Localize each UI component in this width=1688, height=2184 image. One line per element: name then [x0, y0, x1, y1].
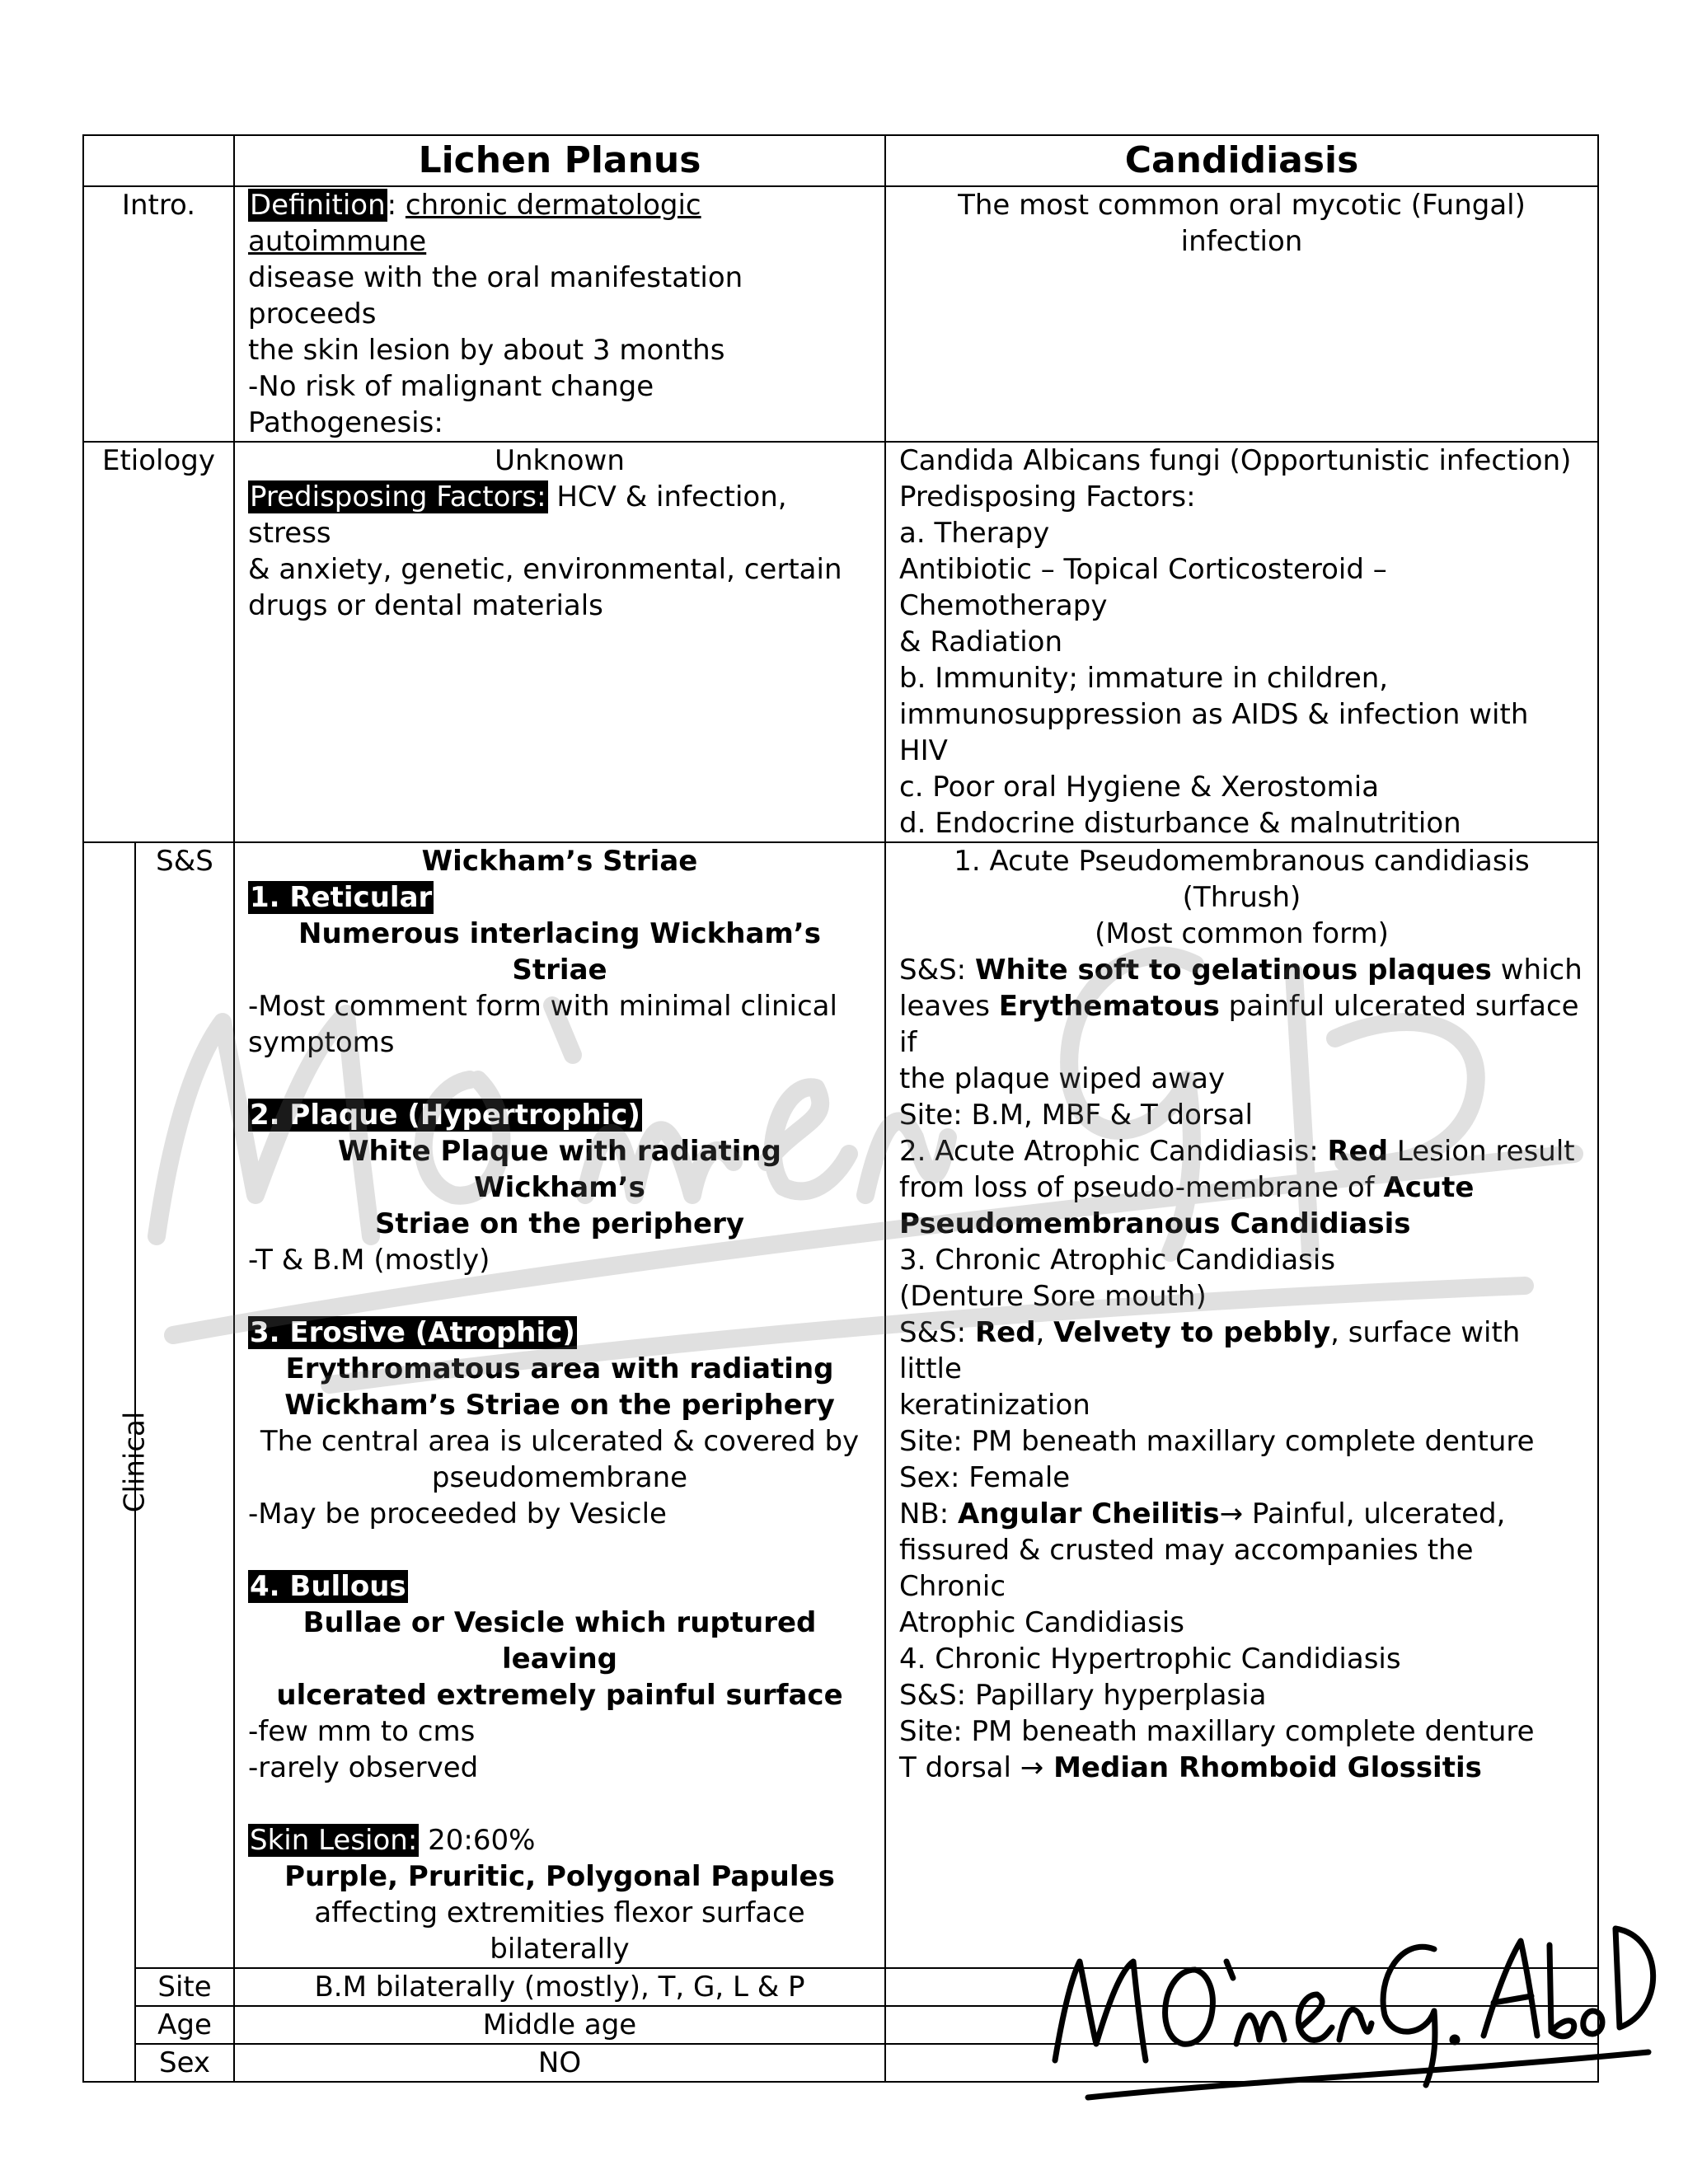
predisposing-text: HCV & infection, stress: [248, 480, 787, 550]
bullous-line: -few mm to cms: [248, 1715, 476, 1748]
clinical-ss-row: [83, 842, 1598, 1968]
bullous-line: -rarely observed: [248, 1751, 479, 1784]
text-span: Lesion result: [1388, 1135, 1575, 1168]
etiology-line: Candida Albicans fungi (Opportunistic infection): [899, 444, 1572, 477]
skin-lesion-bold: Purple, Pruritic, Polygonal Papules: [284, 1860, 835, 1893]
erosive-line: -May be proceeded by Vesicle: [248, 1497, 667, 1530]
text-span: Painful, ulcerated,: [1243, 1497, 1506, 1530]
etiology-unknown: Unknown: [495, 444, 625, 477]
text-span: NB:: [899, 1497, 959, 1530]
bullous-bold: Bullae or Vesicle which ruptured leaving: [302, 1606, 817, 1675]
etiology-line: immunosuppression as AIDS & infection with HIV: [899, 698, 1529, 767]
definition-line: the skin lesion by about 3 months: [248, 334, 725, 367]
text-span: from loss of pseudo-membrane of: [899, 1171, 1384, 1204]
erosive-bold: Erythromatous area with radiating: [285, 1352, 834, 1385]
cand-line: (Denture Sore mouth): [899, 1280, 1207, 1313]
definition-line: disease with the oral manifestation proceeds: [248, 261, 743, 330]
text-span: S&S:: [899, 954, 975, 987]
bold-span: Acute: [1383, 1171, 1475, 1204]
row-label-age: Age: [135, 2006, 234, 2044]
header-candidiasis: Candidiasis: [885, 135, 1598, 186]
erosive-center-line: pseudomembrane: [431, 1461, 688, 1494]
clinical-vertical-label: Clinical: [118, 1411, 152, 1513]
header-row: [83, 135, 1598, 186]
etiology-line: Antibiotic – Topical Corticosteroid – Chemotherapy: [899, 553, 1387, 622]
text-span: which: [1491, 954, 1582, 987]
bold-span: White soft to gelatinous plaques: [974, 954, 1492, 987]
text-span: T dorsal: [899, 1751, 1020, 1784]
bold-span: Median Rhomboid Glossitis: [1043, 1751, 1482, 1784]
etiology-row: [83, 442, 1598, 842]
row-label-clinical: [83, 842, 152, 2082]
arrow-icon: →: [1219, 1497, 1244, 1530]
etiology-line: a. Therapy: [899, 517, 1050, 550]
bold-span: Velvety to pebbly: [1053, 1316, 1331, 1349]
cand-line: keratinization: [899, 1389, 1090, 1422]
cand-line: Site: PM beneath maxillary complete denture: [899, 1715, 1535, 1748]
etiology-line: Predisposing Factors:: [899, 480, 1196, 513]
row-label-site: Site: [135, 1968, 234, 2006]
row-label-sex: Sex: [135, 2044, 234, 2082]
header-lichen-planus: Lichen Planus: [234, 135, 885, 186]
text-span: S&S:: [899, 1316, 975, 1349]
pathogenesis-label: Pathogenesis:: [248, 406, 443, 439]
skin-lesion-line: affecting extremities flexor surface bilaterally: [314, 1896, 805, 1966]
definition-underlined: chronic dermatologic autoimmune: [248, 189, 701, 258]
row-label-ss: S&S: [135, 842, 234, 1968]
intro-candidiasis-cell: The most common oral mycotic (Fungal) infection: [885, 186, 1598, 442]
site-lichen-cell: B.M bilaterally (mostly), T, G, L & P: [234, 1968, 885, 2006]
cand-line: S&S: Papillary hyperplasia: [899, 1679, 1267, 1712]
bullous-bold: ulcerated extremely painful surface: [276, 1679, 843, 1712]
type-erosive-tag: 3. Erosive (Atrophic): [250, 1316, 575, 1349]
type-bullous-tag: 4. Bullous: [250, 1570, 406, 1603]
text-span: leaves: [899, 990, 999, 1023]
cand-bold-line: Pseudomembranous Candidiasis: [899, 1207, 1411, 1240]
plaque-bold: Striae on the periphery: [374, 1207, 745, 1240]
cand-line: Atrophic Candidiasis: [899, 1606, 1184, 1639]
skin-lesion-tag: Skin Lesion:: [250, 1824, 418, 1857]
plaque-line: -T & B.M (mostly): [248, 1244, 490, 1277]
sex-lichen-cell: NO: [234, 2044, 885, 2082]
row-label-intro: Intro.: [83, 186, 234, 442]
etiology-line: d. Endocrine disturbance & malnutrition: [899, 807, 1461, 840]
definition-tag: Definition: [250, 189, 386, 222]
etiology-candidiasis-cell: [885, 442, 1598, 842]
cand-line: Site: PM beneath maxillary complete denture: [899, 1425, 1535, 1458]
reticular-line: symptoms: [248, 1026, 395, 1059]
malignant-note: -No risk of malignant change: [248, 370, 654, 403]
predisposing-line: & anxiety, genetic, environmental, certain: [248, 553, 842, 586]
etiology-line: & Radiation: [899, 626, 1063, 658]
reticular-bold: Numerous interlacing Wickham’s Striae: [298, 917, 821, 987]
wickham-heading: Wickham’s Striae: [421, 845, 698, 878]
author-signature: [1039, 1871, 1665, 2118]
ss-lichen-cell: [234, 842, 885, 1968]
erosive-bold: Wickham’s Striae on the periphery: [284, 1389, 835, 1422]
bold-span: Erythematous: [998, 990, 1220, 1023]
etiology-line: b. Immunity; immature in children,: [899, 662, 1389, 695]
etiology-line: c. Poor oral Hygiene & Xerostomia: [899, 771, 1380, 804]
cand-line: fissured & crusted may accompanies the Chronic: [899, 1534, 1474, 1603]
definition-colon: :: [387, 189, 406, 222]
cand-line: Sex: Female: [899, 1461, 1071, 1494]
cand-type-4: 4. Chronic Hypertrophic Candidiasis: [899, 1643, 1401, 1675]
plaque-bold: White Plaque with radiating Wickham’s: [338, 1135, 781, 1204]
cand-line: the plaque wiped away: [899, 1062, 1226, 1095]
cand-type-1: 1. Acute Pseudomembranous candidiasis (Thrush): [954, 845, 1530, 914]
age-lichen-cell: Middle age: [234, 2006, 885, 2044]
type-reticular-tag: 1. Reticular: [250, 881, 433, 914]
type-plaque-tag: 2. Plaque (Hypertrophic): [250, 1099, 640, 1132]
comparison-table: [82, 134, 1599, 2083]
bold-span: Angular Cheilitis: [958, 1497, 1220, 1530]
ss-candidiasis-cell: [885, 842, 1598, 1968]
cand-line: Site: B.M, MBF & T dorsal: [899, 1099, 1253, 1132]
erosive-center-line: The central area is ulcerated & covered by: [260, 1425, 860, 1458]
bold-span: Red: [1327, 1135, 1389, 1168]
text-span: painful ulcerated surface if: [899, 990, 1579, 1059]
row-label-etiology: Etiology: [83, 442, 234, 842]
reticular-line: -Most comment form with minimal clinical: [248, 990, 837, 1023]
text-span: ,: [1035, 1316, 1054, 1349]
skin-lesion-percent: 20:60%: [419, 1824, 536, 1857]
predisposing-tag: Predisposing Factors:: [250, 480, 546, 513]
intro-lichen-cell: [234, 186, 885, 442]
intro-row: [83, 186, 1598, 442]
text-span: , surface with little: [899, 1316, 1521, 1385]
text-span: 2. Acute Atrophic Candidiasis:: [899, 1135, 1328, 1168]
etiology-lichen-cell: [234, 442, 885, 842]
cand-type-1-note: (Most common form): [1095, 917, 1389, 950]
bold-span: Red: [974, 1316, 1036, 1349]
predisposing-line: drugs or dental materials: [248, 589, 603, 622]
header-empty-cell: [83, 135, 234, 186]
arrow-icon: →: [1020, 1751, 1044, 1784]
cand-type-3: 3. Chronic Atrophic Candidiasis: [899, 1244, 1336, 1277]
